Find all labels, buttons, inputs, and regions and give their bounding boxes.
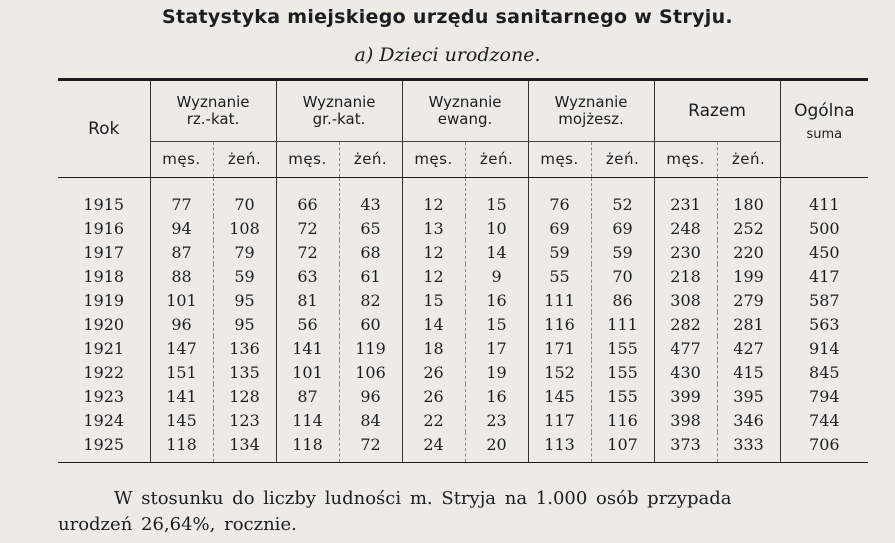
value-cell: 116	[528, 312, 591, 336]
value-cell: 218	[654, 264, 717, 288]
footer-line-2: urodzeń 26,64%, rocznie.	[58, 514, 297, 535]
value-cell: 128	[213, 384, 276, 408]
value-cell: 76	[528, 178, 591, 217]
value-cell: 145	[528, 384, 591, 408]
value-cell: 65	[339, 216, 402, 240]
value-cell: 155	[591, 360, 654, 384]
table-row	[58, 384, 868, 408]
value-cell: 61	[339, 264, 402, 288]
value-cell: 118	[276, 432, 339, 463]
value-cell: 15	[402, 288, 465, 312]
value-cell: 13	[402, 216, 465, 240]
value-cell: 500	[780, 216, 868, 240]
value-cell: 477	[654, 336, 717, 360]
year-cell: 1920	[83, 314, 125, 334]
year-cell: 1921	[83, 338, 125, 358]
value-cell: 111	[591, 312, 654, 336]
value-cell: 87	[276, 384, 339, 408]
sub-header-female: żeń.	[717, 142, 780, 178]
value-cell: 87	[150, 240, 213, 264]
value-cell: 145	[150, 408, 213, 432]
value-cell: 19	[465, 360, 528, 384]
value-cell: 72	[276, 240, 339, 264]
value-cell: 147	[150, 336, 213, 360]
value-cell: 86	[591, 288, 654, 312]
value-cell: 10	[465, 216, 528, 240]
value-cell: 415	[717, 360, 780, 384]
value-cell: 231	[654, 178, 717, 217]
table-row	[58, 264, 868, 288]
value-cell: 155	[591, 336, 654, 360]
value-cell: 69	[528, 216, 591, 240]
value-cell: 845	[780, 360, 868, 384]
value-cell: 411	[780, 178, 868, 217]
table-row	[58, 312, 868, 336]
footer-paragraph	[58, 486, 868, 538]
sub-header-male: męs.	[402, 142, 465, 178]
value-cell: 101	[276, 360, 339, 384]
value-cell: 152	[528, 360, 591, 384]
table-row	[58, 216, 868, 240]
value-cell: 135	[213, 360, 276, 384]
value-cell: 22	[402, 408, 465, 432]
year-cell: 1915	[83, 194, 125, 214]
table-row	[58, 240, 868, 264]
value-cell: 248	[654, 216, 717, 240]
group-header-razem: Razem	[654, 80, 780, 142]
year-cell: 1924	[83, 410, 125, 430]
footer-line-1: W stosunku do liczby ludności m. Stryja na 1.000 osób przypada	[114, 488, 732, 509]
value-cell: 794	[780, 384, 868, 408]
value-cell: 12	[402, 264, 465, 288]
value-cell: 155	[591, 384, 654, 408]
value-cell: 101	[150, 288, 213, 312]
sub-header-male: męs.	[276, 142, 339, 178]
value-cell: 12	[402, 178, 465, 217]
value-cell: 417	[780, 264, 868, 288]
value-cell: 59	[528, 240, 591, 264]
value-cell: 96	[339, 384, 402, 408]
page-title: Statystyka miejskiego urzędu sanitarnego w Stryju.	[162, 6, 733, 28]
value-cell: 26	[402, 360, 465, 384]
value-cell: 346	[717, 408, 780, 432]
value-cell: 106	[339, 360, 402, 384]
value-cell: 116	[591, 408, 654, 432]
year-cell: 1925	[58, 432, 150, 463]
value-cell: 72	[276, 216, 339, 240]
table-row	[58, 178, 868, 217]
sub-header-female: żeń.	[465, 142, 528, 178]
value-cell: 744	[780, 408, 868, 432]
births-table	[58, 78, 868, 463]
value-cell: 563	[780, 312, 868, 336]
table-row	[58, 336, 868, 360]
value-cell: 333	[717, 432, 780, 463]
value-cell: 282	[654, 312, 717, 336]
value-cell: 706	[780, 432, 868, 463]
value-cell: 587	[780, 288, 868, 312]
group-header-rzkat: Wyznanie rz.-kat.	[150, 80, 276, 142]
value-cell: 81	[276, 288, 339, 312]
sub-header-male: męs.	[528, 142, 591, 178]
value-cell: 15	[465, 178, 528, 217]
value-cell: 111	[528, 288, 591, 312]
value-cell: 26	[402, 384, 465, 408]
value-cell: 398	[654, 408, 717, 432]
value-cell: 399	[654, 384, 717, 408]
sub-header-female: żeń.	[591, 142, 654, 178]
value-cell: 59	[213, 264, 276, 288]
value-cell: 43	[339, 178, 402, 217]
sub-header-male: męs.	[150, 142, 213, 178]
value-cell: 134	[213, 432, 276, 463]
value-cell: 15	[465, 312, 528, 336]
value-cell: 70	[591, 264, 654, 288]
sub-header-female: żeń.	[339, 142, 402, 178]
sub-header-female: żeń.	[213, 142, 276, 178]
value-cell: 56	[276, 312, 339, 336]
value-cell: 12	[402, 240, 465, 264]
value-cell: 279	[717, 288, 780, 312]
table-row	[58, 360, 868, 384]
year-cell: 1917	[83, 242, 125, 262]
value-cell: 18	[402, 336, 465, 360]
value-cell: 914	[780, 336, 868, 360]
year-cell: 1922	[83, 362, 125, 382]
value-cell: 77	[150, 178, 213, 217]
value-cell: 70	[213, 178, 276, 217]
value-cell: 16	[465, 384, 528, 408]
value-cell: 117	[528, 408, 591, 432]
value-cell: 118	[150, 432, 213, 463]
value-cell: 108	[213, 216, 276, 240]
value-cell: 23	[465, 408, 528, 432]
value-cell: 14	[402, 312, 465, 336]
value-cell: 55	[528, 264, 591, 288]
value-cell: 220	[717, 240, 780, 264]
value-cell: 69	[591, 216, 654, 240]
year-header: Rok	[58, 80, 150, 178]
value-cell: 123	[213, 408, 276, 432]
value-cell: 84	[339, 408, 402, 432]
value-cell: 94	[150, 216, 213, 240]
value-cell: 52	[591, 178, 654, 217]
year-cell: 1916	[83, 218, 125, 238]
value-cell: 68	[339, 240, 402, 264]
value-cell: 82	[339, 288, 402, 312]
value-cell: 281	[717, 312, 780, 336]
value-cell: 171	[528, 336, 591, 360]
value-cell: 230	[654, 240, 717, 264]
value-cell: 72	[339, 432, 402, 463]
group-header-grkat: Wyznanie gr.-kat.	[276, 80, 402, 142]
value-cell: 308	[654, 288, 717, 312]
total-header: Ogólna suma	[780, 80, 868, 178]
table-body	[58, 178, 868, 463]
value-cell: 60	[339, 312, 402, 336]
value-cell: 113	[528, 432, 591, 463]
value-cell: 114	[276, 408, 339, 432]
value-cell: 79	[213, 240, 276, 264]
value-cell: 141	[276, 336, 339, 360]
value-cell: 427	[717, 336, 780, 360]
value-cell: 17	[465, 336, 528, 360]
group-header-ewang: Wyznanie ewang.	[402, 80, 528, 142]
value-cell: 66	[276, 178, 339, 217]
table-row	[58, 288, 868, 312]
section-subtitle: a) Dzieci urodzone.	[354, 44, 541, 66]
value-cell: 373	[654, 432, 717, 463]
value-cell: 88	[150, 264, 213, 288]
value-cell: 252	[717, 216, 780, 240]
value-cell: 450	[780, 240, 868, 264]
year-cell: 1919	[83, 290, 125, 310]
value-cell: 141	[150, 384, 213, 408]
value-cell: 16	[465, 288, 528, 312]
value-cell: 63	[276, 264, 339, 288]
value-cell: 9	[465, 264, 528, 288]
group-header-mojzesz: Wyznanie mojżesz.	[528, 80, 654, 142]
value-cell: 136	[213, 336, 276, 360]
value-cell: 59	[591, 240, 654, 264]
value-cell: 107	[591, 432, 654, 463]
table-row	[58, 408, 868, 432]
value-cell: 180	[717, 178, 780, 217]
value-cell: 95	[213, 288, 276, 312]
year-cell: 1918	[83, 266, 125, 286]
value-cell: 96	[150, 312, 213, 336]
value-cell: 95	[213, 312, 276, 336]
value-cell: 151	[150, 360, 213, 384]
value-cell: 395	[717, 384, 780, 408]
value-cell: 119	[339, 336, 402, 360]
value-cell: 24	[402, 432, 465, 463]
value-cell: 14	[465, 240, 528, 264]
value-cell: 20	[465, 432, 528, 463]
value-cell: 430	[654, 360, 717, 384]
value-cell: 199	[717, 264, 780, 288]
year-cell: 1923	[83, 386, 125, 406]
sub-header-male: męs.	[654, 142, 717, 178]
table-row	[58, 432, 868, 463]
